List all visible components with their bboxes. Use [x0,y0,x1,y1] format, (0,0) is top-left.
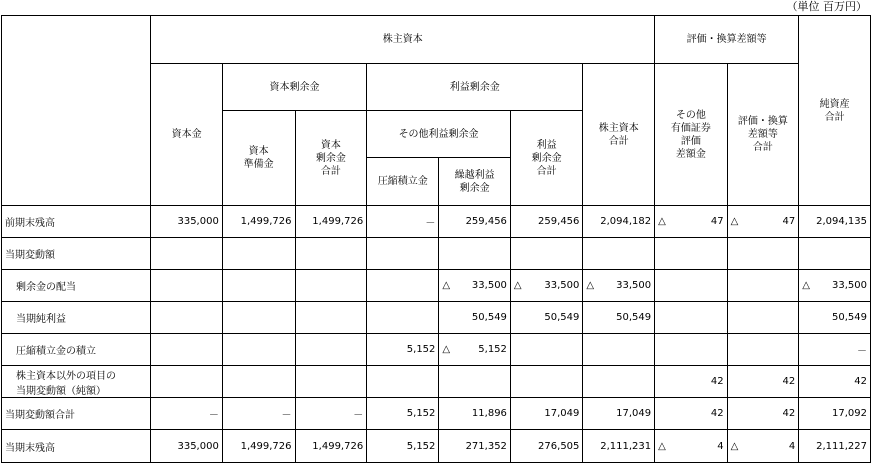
row-label-line: 当期末残高 [5,442,55,454]
value-cell [655,334,727,366]
row-label-line: 前期末残高 [5,218,55,229]
value-cell: 5,152 [367,430,439,463]
value-cell [439,238,511,270]
table-row [2,206,871,238]
row-label-header [2,16,151,206]
header-line: 利益 [536,139,557,151]
value-cell [367,270,439,302]
value-cell [727,430,799,463]
header-line: 評価 [680,135,701,147]
value-cell [295,270,367,302]
header-line: 株主資本 [598,122,639,134]
header-capital-surplus-total [295,111,367,206]
value-cell [583,366,655,398]
value-cell: 42 [655,366,727,398]
value-cell [439,366,511,398]
header-line: 差額等 [747,129,778,140]
value-cell [151,270,223,302]
header-line: 剰余金 [531,152,562,164]
row-label [2,398,151,430]
value-cell: 335,000 [151,430,223,463]
header-line: 合計 [824,111,845,123]
value-number: 33,500 [616,280,652,291]
value-cell: 271,352 [439,430,511,463]
header-retained-earnings-carried [439,158,511,206]
negative-triangle: △ [442,344,451,355]
value-cell [222,238,295,270]
negative-triangle: △ [513,280,522,291]
value-number: 4 [717,440,724,452]
value-cell [510,238,582,270]
value-cell: 259,456 [510,206,582,238]
value-cell: 50,549 [439,302,511,334]
header-valuation-total [727,64,799,206]
row-label [2,206,151,238]
negative-triangle: △ [730,440,739,452]
value-number: 33,500 [544,280,580,291]
value-cell [222,270,295,302]
row-label [2,238,151,270]
header-line: 資本 [320,139,341,151]
value-number: 47 [782,216,796,227]
value-cell: 276,505 [510,430,582,463]
value-cell [510,270,582,302]
header-line: 合計 [320,165,341,177]
value-cell: 259,456 [439,206,511,238]
value-cell: 50,549 [799,302,871,334]
header-securities-valuation [655,64,727,206]
value-cell: 11,896 [439,398,511,430]
value-cell [367,302,439,334]
value-cell: 2,094,182 [583,206,655,238]
row-label-line: 株主資本以外の項目の [16,370,116,382]
value-cell: 1,499,726 [295,206,367,238]
value-cell: 1,499,726 [222,206,295,238]
row-label-line: 当期変動額合計 [5,410,75,421]
row-label [2,270,151,302]
value-cell: － [295,398,367,430]
header-capital-surplus: 資本剰余金 [222,64,366,111]
value-cell: 50,549 [510,302,582,334]
value-cell: － [151,398,223,430]
header-other-retained-earnings: その他利益剰余金 [367,111,511,158]
header-retained-earnings: 利益剰余金 [367,64,583,111]
header-line: 準備金 [243,159,274,170]
value-cell: 1,499,726 [222,430,295,463]
header-line: 評価・換算 [737,116,788,127]
negative-triangle: △ [658,216,666,227]
value-cell: － [222,398,295,430]
value-cell: 42 [727,366,799,398]
changes-in-net-assets-table [1,15,871,463]
header-line: 差額金 [675,148,706,160]
header-valuation-adjustments: 評価・換算差額等 [655,16,799,64]
negative-triangle: △ [586,280,595,291]
value-cell: 2,111,231 [583,430,655,463]
value-cell [799,238,871,270]
row-label-line: 当期変動額 [5,250,55,261]
value-cell: 5,152 [367,398,439,430]
value-cell [367,238,439,270]
value-cell [151,334,223,366]
table-body [2,206,871,463]
header-line: 繰越利益 [454,169,495,181]
header-line: 合計 [536,165,557,177]
value-cell [295,302,367,334]
value-cell [727,206,799,238]
header-line: 純資産 [819,98,850,110]
value-cell: － [367,206,439,238]
value-cell: 2,094,135 [799,206,871,238]
value-cell [151,238,223,270]
value-cell: 17,049 [510,398,582,430]
table-row [2,334,871,366]
value-cell: 42 [727,398,799,430]
header-line: 有価証券 [670,122,711,134]
value-cell: 335,000 [151,206,223,238]
value-cell [727,270,799,302]
header-capital-reserve [222,111,295,206]
value-cell [510,334,582,366]
negative-triangle: △ [442,280,451,291]
value-cell [655,270,727,302]
value-cell: 17,049 [583,398,655,430]
value-cell [583,238,655,270]
value-cell [367,366,439,398]
header-total-net-assets [799,16,871,206]
unit-note: （単位 百万円） [786,0,867,13]
value-cell: 42 [655,398,727,430]
value-cell [655,238,727,270]
value-cell: 50,549 [583,302,655,334]
header-line: 資本 [248,146,269,157]
value-cell: 2,111,227 [799,430,871,463]
negative-triangle: △ [802,280,810,291]
negative-triangle: △ [658,440,666,452]
value-cell: 42 [799,366,871,398]
table-row [2,366,871,398]
value-cell [799,270,871,302]
value-cell [727,238,799,270]
table-row [2,302,871,334]
header-shareholders-equity-total [583,64,655,206]
table-row [2,238,871,270]
value-cell [510,366,582,398]
table-row [2,270,871,302]
value-cell [295,366,367,398]
value-cell: － [799,334,871,366]
value-cell [655,206,727,238]
value-number: 47 [710,216,724,227]
header-capital-stock: 資本金 [151,64,223,206]
value-number: 5,152 [478,344,507,355]
value-cell [583,270,655,302]
header-line: 合計 [608,135,629,147]
value-cell [655,430,727,463]
header-reduction-reserve: 圧縮積立金 [367,158,439,206]
value-cell: 5,152 [367,334,439,366]
value-cell [655,302,727,334]
value-cell [222,334,295,366]
header-line: 剰余金 [315,152,346,164]
value-number: 33,500 [832,280,867,291]
header-line: その他 [675,109,706,121]
value-number: 33,500 [471,280,507,291]
row-label [2,430,151,463]
table-row [2,398,871,430]
value-number: 4 [788,440,796,452]
value-cell [439,334,511,366]
value-cell [439,270,511,302]
header-shareholders-equity: 株主資本 [151,16,655,64]
value-cell: 17,092 [799,398,871,430]
value-cell [222,366,295,398]
value-cell [295,238,367,270]
value-cell [583,334,655,366]
value-cell [295,334,367,366]
row-label [2,366,151,398]
row-label-line: 当期変動額（純額） [16,385,106,397]
value-cell: 1,499,726 [295,430,367,463]
negative-triangle: △ [730,216,739,227]
row-label [2,334,151,366]
header-line: 剰余金 [459,182,490,194]
value-cell [727,302,799,334]
table-row [2,430,871,463]
value-cell [222,302,295,334]
value-cell [151,302,223,334]
row-label-line: 剰余金の配当 [16,282,76,293]
header-retained-earnings-total [510,111,582,206]
header-line: 合計 [752,142,773,153]
value-cell [151,366,223,398]
row-label [2,302,151,334]
value-cell [727,334,799,366]
row-label-line: 圧縮積立金の積立 [16,346,96,357]
row-label-line: 当期純利益 [16,314,66,325]
